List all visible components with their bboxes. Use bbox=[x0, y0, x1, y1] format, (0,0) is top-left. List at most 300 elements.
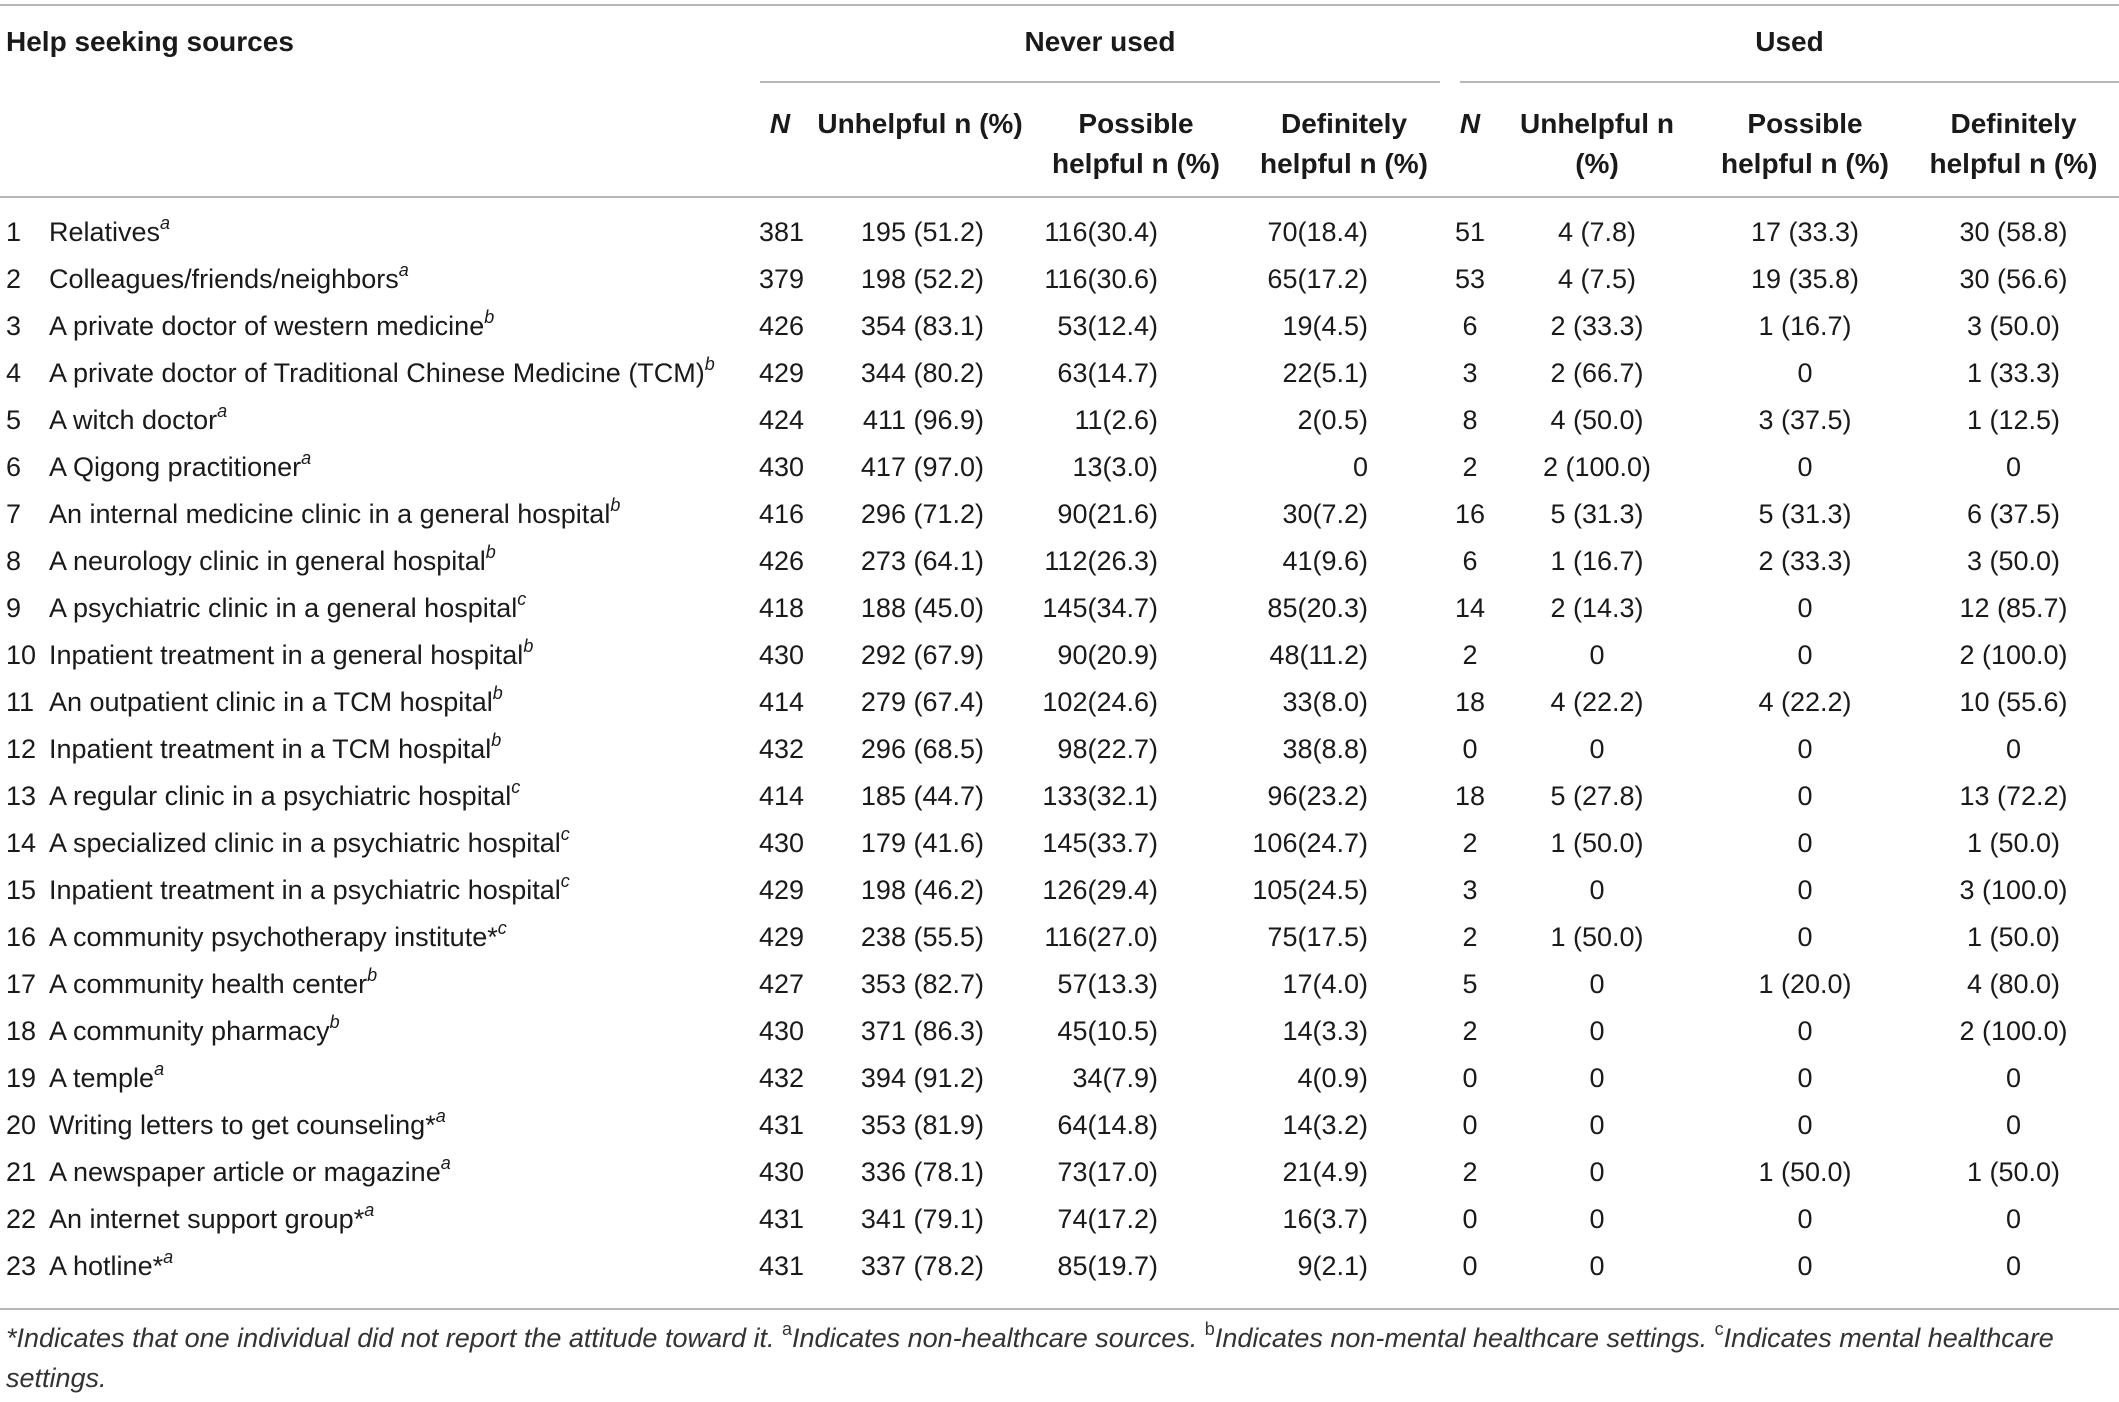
row-used-n: 2 bbox=[1462, 828, 1478, 858]
row-number: 1 bbox=[6, 217, 22, 247]
row-never-unhelpful: 371 (86.3) bbox=[860, 1016, 984, 1046]
row-never-unhelpful: 354 (83.1) bbox=[860, 311, 984, 341]
row-used-possible: 1 (50.0) bbox=[1758, 1157, 1852, 1187]
row-used-definitely: 10 (55.6) bbox=[1959, 687, 2068, 717]
row-used-possible: 17 (33.3) bbox=[1750, 217, 1860, 247]
row-never-unhelpful: 179 (41.6) bbox=[860, 828, 984, 858]
row-source bbox=[49, 1149, 749, 1196]
header-used-definitely-line1: Definitely bbox=[1950, 108, 2077, 139]
row-never-definitely: 65(17.2) bbox=[1267, 264, 1368, 294]
row-source-footnote-marker: c bbox=[517, 589, 527, 609]
footnote-b-text: Indicates non-mental healthcare settings. bbox=[1214, 1323, 1708, 1353]
row-never-definitely: 106(24.7) bbox=[1252, 828, 1368, 858]
row-used-unhelpful: 0 bbox=[1589, 640, 1605, 670]
row-used-n: 0 bbox=[1462, 734, 1478, 764]
row-used-definitely: 0 bbox=[2005, 734, 2022, 764]
row-never-definitely: 17(4.0) bbox=[1282, 969, 1368, 999]
row-used-definitely: 1 (50.0) bbox=[1966, 828, 2061, 858]
row-number: 2 bbox=[6, 264, 22, 294]
row-used-definitely: 13 (72.2) bbox=[1959, 781, 2068, 811]
header-used-definitely-line2: helpful n (%) bbox=[1929, 148, 2098, 179]
row-never-n: 429 bbox=[758, 922, 804, 952]
row-source-footnote-marker: c bbox=[560, 871, 570, 891]
row-never-possible: 63(14.7) bbox=[1057, 358, 1158, 388]
row-used-unhelpful: 0 bbox=[1589, 1251, 1605, 1281]
row-used-n: 51 bbox=[1454, 217, 1486, 247]
row-never-definitely: 96(23.2) bbox=[1267, 781, 1368, 811]
row-used-possible: 2 (33.3) bbox=[1758, 546, 1852, 576]
row-never-definitely: 0 bbox=[1352, 452, 1368, 482]
row-never-unhelpful: 273 (64.1) bbox=[860, 546, 984, 576]
row-source bbox=[49, 491, 749, 538]
row-source-footnote-marker: b bbox=[484, 307, 495, 327]
row-used-possible: 5 (31.3) bbox=[1758, 499, 1852, 529]
row-used-unhelpful: 4 (7.5) bbox=[1557, 264, 1637, 294]
row-used-possible: 0 bbox=[1797, 1063, 1813, 1093]
row-never-unhelpful: 353 (81.9) bbox=[860, 1110, 984, 1140]
row-never-n: 416 bbox=[758, 499, 804, 529]
row-source-text: A community pharmacy bbox=[49, 1016, 330, 1046]
row-source-text: A hotline* bbox=[49, 1251, 164, 1281]
row-never-n: 431 bbox=[758, 1204, 804, 1234]
row-never-possible: 98(22.7) bbox=[1057, 734, 1158, 764]
row-source bbox=[49, 538, 749, 585]
header-never-definitely-line2: helpful n (%) bbox=[1260, 148, 1428, 179]
row-number: 10 bbox=[6, 640, 37, 670]
row-used-possible: 0 bbox=[1797, 781, 1813, 811]
row-source bbox=[49, 679, 749, 726]
never-used-group-rule bbox=[760, 81, 1440, 83]
row-never-unhelpful: 279 (67.4) bbox=[860, 687, 984, 717]
row-source-footnote-marker: b bbox=[523, 636, 534, 656]
row-used-possible: 1 (20.0) bbox=[1758, 969, 1852, 999]
row-never-possible: 126(29.4) bbox=[1042, 875, 1158, 905]
header-used-n: N bbox=[1459, 108, 1481, 139]
row-source-text: A witch doctor bbox=[49, 405, 218, 435]
row-used-unhelpful: 0 bbox=[1589, 1204, 1605, 1234]
row-used-n: 0 bbox=[1462, 1251, 1478, 1281]
row-number: 5 bbox=[6, 405, 22, 435]
row-source-text: A regular clinic in a psychiatric hospital bbox=[49, 781, 512, 811]
row-number: 7 bbox=[6, 499, 22, 529]
row-used-unhelpful: 0 bbox=[1589, 1110, 1605, 1140]
header-used-possible-line2: helpful n (%) bbox=[1721, 148, 1889, 179]
row-used-n: 2 bbox=[1462, 1016, 1478, 1046]
row-used-possible: 0 bbox=[1797, 1251, 1813, 1281]
row-used-possible: 0 bbox=[1797, 734, 1813, 764]
row-used-unhelpful: 4 (7.8) bbox=[1557, 217, 1637, 247]
row-used-possible: 0 bbox=[1797, 1204, 1813, 1234]
row-source-footnote-marker: b bbox=[491, 730, 502, 750]
row-number: 12 bbox=[6, 734, 37, 764]
row-source-footnote-marker: b bbox=[492, 683, 503, 703]
footnote-a-text: Indicates non-healthcare sources. bbox=[792, 1323, 1198, 1353]
row-never-n: 379 bbox=[758, 264, 804, 294]
header-never-possible-line2: helpful n (%) bbox=[1052, 148, 1220, 179]
row-source bbox=[49, 961, 749, 1008]
row-used-n: 0 bbox=[1462, 1204, 1478, 1234]
row-number: 23 bbox=[6, 1251, 37, 1281]
row-never-possible: 74(17.2) bbox=[1057, 1204, 1158, 1234]
row-number: 22 bbox=[6, 1204, 37, 1234]
row-number: 16 bbox=[6, 922, 37, 952]
row-never-possible: 85(19.7) bbox=[1057, 1251, 1158, 1281]
header-used-unhelpful-line2: (%) bbox=[1575, 148, 1619, 179]
row-used-n: 6 bbox=[1462, 546, 1478, 576]
row-source-text: An outpatient clinic in a TCM hospital bbox=[49, 687, 493, 717]
row-never-definitely: 2(0.5) bbox=[1297, 405, 1368, 435]
row-used-n: 0 bbox=[1462, 1110, 1478, 1140]
row-used-unhelpful: 0 bbox=[1589, 1063, 1605, 1093]
row-number: 21 bbox=[6, 1157, 37, 1187]
header-used-unhelpful-line1: Unhelpful n bbox=[1520, 108, 1674, 139]
header-never-possible-line1: Possible bbox=[1078, 108, 1194, 139]
row-never-n: 418 bbox=[758, 593, 804, 623]
row-source-footnote-marker: b bbox=[367, 965, 378, 985]
row-never-unhelpful: 198 (46.2) bbox=[860, 875, 984, 905]
row-source-text: Inpatient treatment in a psychiatric hospital bbox=[49, 875, 561, 905]
row-never-definitely: 38(8.8) bbox=[1282, 734, 1368, 764]
row-used-possible: 4 (22.2) bbox=[1758, 687, 1852, 717]
row-used-unhelpful: 2 (33.3) bbox=[1550, 311, 1644, 341]
row-never-definitely: 14(3.3) bbox=[1282, 1016, 1368, 1046]
row-number: 8 bbox=[6, 546, 22, 576]
row-number: 15 bbox=[6, 875, 37, 905]
header-never-definitely-line1: Definitely bbox=[1280, 108, 1408, 139]
row-used-n: 0 bbox=[1462, 1063, 1478, 1093]
row-source bbox=[49, 209, 749, 256]
row-source bbox=[49, 773, 749, 820]
row-source bbox=[49, 867, 749, 914]
row-source-text: A community health center bbox=[49, 969, 368, 999]
row-used-unhelpful: 1 (50.0) bbox=[1550, 922, 1644, 952]
row-used-possible: 0 bbox=[1797, 452, 1813, 482]
used-group-rule bbox=[1460, 81, 2119, 83]
row-source-footnote-marker: b bbox=[610, 495, 621, 515]
row-used-unhelpful: 1 (50.0) bbox=[1550, 828, 1644, 858]
row-used-n: 18 bbox=[1454, 687, 1486, 717]
row-used-unhelpful: 0 bbox=[1589, 1016, 1605, 1046]
header-bottom-rule bbox=[0, 196, 2119, 198]
row-source bbox=[49, 1055, 749, 1102]
row-never-n: 424 bbox=[758, 405, 804, 435]
row-never-unhelpful: 336 (78.1) bbox=[860, 1157, 984, 1187]
row-used-definitely: 0 bbox=[2005, 452, 2022, 482]
row-never-unhelpful: 411 (96.9) bbox=[862, 405, 984, 435]
row-used-n: 2 bbox=[1462, 922, 1478, 952]
row-used-unhelpful: 4 (22.2) bbox=[1550, 687, 1644, 717]
row-source-footnote-marker: a bbox=[440, 1153, 451, 1173]
row-source-footnote-marker: b bbox=[704, 354, 715, 374]
row-used-unhelpful: 5 (31.3) bbox=[1550, 499, 1644, 529]
row-never-n: 426 bbox=[758, 311, 804, 341]
row-never-unhelpful: 292 (67.9) bbox=[860, 640, 984, 670]
row-never-possible: 90(21.6) bbox=[1057, 499, 1158, 529]
row-used-definitely: 0 bbox=[2005, 1063, 2022, 1093]
row-used-possible: 0 bbox=[1797, 1016, 1813, 1046]
row-source-footnote-marker: b bbox=[485, 542, 496, 562]
row-never-possible: 64(14.8) bbox=[1057, 1110, 1158, 1140]
row-used-n: 6 bbox=[1462, 311, 1478, 341]
row-used-n: 53 bbox=[1454, 264, 1486, 294]
row-never-n: 430 bbox=[758, 828, 804, 858]
row-source-text: Relatives bbox=[49, 217, 161, 247]
row-used-possible: 0 bbox=[1797, 1110, 1813, 1140]
row-never-possible: 11(2.6) bbox=[1074, 405, 1158, 435]
row-used-unhelpful: 5 (27.8) bbox=[1550, 781, 1644, 811]
row-never-definitely: 48(11.2) bbox=[1269, 640, 1368, 670]
table-footnote bbox=[6, 1318, 2111, 1398]
row-never-unhelpful: 185 (44.7) bbox=[860, 781, 984, 811]
row-never-possible: 133(32.1) bbox=[1042, 781, 1158, 811]
row-source-text: A specialized clinic in a psychiatric hospital bbox=[49, 828, 561, 858]
header-never-n: N bbox=[769, 108, 791, 139]
row-never-n: 431 bbox=[758, 1251, 804, 1281]
row-used-possible: 0 bbox=[1797, 922, 1813, 952]
row-never-possible: 116(30.4) bbox=[1044, 217, 1158, 247]
row-used-unhelpful: 0 bbox=[1589, 875, 1605, 905]
row-source-text: A private doctor of western medicine bbox=[49, 311, 485, 341]
header-group-used: Used bbox=[1755, 26, 1824, 57]
footnote-star: *Indicates that one individual did not report the attitude toward it. bbox=[6, 1323, 775, 1353]
row-used-unhelpful: 0 bbox=[1589, 734, 1605, 764]
row-number: 19 bbox=[6, 1063, 37, 1093]
row-used-definitely: 0 bbox=[2005, 1251, 2022, 1281]
row-never-possible: 102(24.6) bbox=[1042, 687, 1158, 717]
row-source bbox=[49, 1196, 749, 1243]
row-source-text: A newspaper article or magazine bbox=[49, 1157, 441, 1187]
row-source bbox=[49, 632, 749, 679]
row-never-n: 430 bbox=[758, 452, 804, 482]
row-source-text: A Qigong practitioner bbox=[49, 452, 302, 482]
row-source-footnote-marker: a bbox=[435, 1106, 446, 1126]
row-number: 9 bbox=[6, 593, 22, 623]
row-used-definitely: 0 bbox=[2005, 1204, 2022, 1234]
row-never-unhelpful: 188 (45.0) bbox=[860, 593, 984, 623]
row-never-unhelpful: 337 (78.2) bbox=[860, 1251, 984, 1281]
top-rule bbox=[0, 4, 2119, 6]
row-used-definitely: 1 (33.3) bbox=[1966, 358, 2061, 388]
row-never-n: 427 bbox=[758, 969, 804, 999]
row-used-n: 3 bbox=[1462, 875, 1478, 905]
row-number: 11 bbox=[6, 687, 35, 717]
row-number: 3 bbox=[6, 311, 22, 341]
row-source-footnote-marker: c bbox=[560, 824, 570, 844]
row-used-definitely: 30 (56.6) bbox=[1959, 264, 2068, 294]
row-used-definitely: 0 bbox=[2005, 1110, 2022, 1140]
footnote-c-marker: c bbox=[1714, 1319, 1724, 1339]
row-source-text: Colleagues/friends/neighbors bbox=[49, 264, 399, 294]
row-never-unhelpful: 296 (71.2) bbox=[860, 499, 984, 529]
row-used-possible: 0 bbox=[1797, 640, 1813, 670]
row-used-unhelpful: 4 (50.0) bbox=[1550, 405, 1644, 435]
row-never-n: 381 bbox=[758, 217, 804, 247]
row-used-n: 14 bbox=[1454, 593, 1486, 623]
row-never-possible: 90(20.9) bbox=[1057, 640, 1158, 670]
row-never-possible: 45(10.5) bbox=[1057, 1016, 1158, 1046]
row-never-unhelpful: 353 (82.7) bbox=[860, 969, 984, 999]
row-source-text: A temple bbox=[49, 1063, 155, 1093]
row-used-definitely: 3 (50.0) bbox=[1966, 311, 2061, 341]
row-used-n: 3 bbox=[1462, 358, 1478, 388]
row-never-n: 430 bbox=[758, 1157, 804, 1187]
row-used-n: 2 bbox=[1462, 452, 1478, 482]
row-never-definitely: 105(24.5) bbox=[1252, 875, 1368, 905]
row-used-unhelpful: 1 (16.7) bbox=[1550, 546, 1644, 576]
row-used-definitely: 1 (50.0) bbox=[1966, 922, 2061, 952]
row-never-n: 426 bbox=[758, 546, 804, 576]
row-used-definitely: 2 (100.0) bbox=[1959, 1016, 2068, 1046]
row-used-possible: 0 bbox=[1797, 358, 1813, 388]
header-source-label: Help seeking sources bbox=[6, 26, 294, 57]
row-never-n: 414 bbox=[758, 781, 804, 811]
row-never-definitely: 30(7.2) bbox=[1282, 499, 1368, 529]
row-source bbox=[49, 256, 749, 303]
row-never-unhelpful: 195 (51.2) bbox=[860, 217, 984, 247]
row-used-possible: 0 bbox=[1797, 875, 1813, 905]
row-used-possible: 1 (16.7) bbox=[1758, 311, 1852, 341]
row-source-footnote-marker: a bbox=[163, 1247, 174, 1267]
row-source bbox=[49, 1243, 749, 1290]
header-never-unhelpful: Unhelpful n (%) bbox=[817, 108, 1023, 139]
row-never-definitely: 75(17.5) bbox=[1267, 922, 1368, 952]
row-used-n: 5 bbox=[1462, 969, 1478, 999]
row-used-possible: 0 bbox=[1797, 828, 1813, 858]
row-never-n: 429 bbox=[758, 875, 804, 905]
row-used-definitely: 3 (100.0) bbox=[1959, 875, 2068, 905]
row-source bbox=[49, 726, 749, 773]
row-source bbox=[49, 1008, 749, 1055]
row-never-definitely: 22(5.1) bbox=[1282, 358, 1368, 388]
row-used-possible: 0 bbox=[1797, 593, 1813, 623]
row-source-text: Inpatient treatment in a general hospital bbox=[49, 640, 524, 670]
row-never-n: 429 bbox=[758, 358, 804, 388]
row-never-definitely: 85(20.3) bbox=[1267, 593, 1368, 623]
row-never-definitely: 41(9.6) bbox=[1282, 546, 1368, 576]
row-source bbox=[49, 914, 749, 961]
row-used-unhelpful: 0 bbox=[1589, 1157, 1605, 1187]
row-never-n: 430 bbox=[758, 1016, 804, 1046]
header-used-possible-line1: Possible bbox=[1747, 108, 1863, 139]
row-never-possible: 116(27.0) bbox=[1044, 922, 1158, 952]
row-source-text: An internet support group* bbox=[49, 1204, 365, 1234]
row-used-unhelpful: 2 (66.7) bbox=[1550, 358, 1644, 388]
row-source-footnote-marker: a bbox=[301, 448, 312, 468]
row-never-n: 430 bbox=[758, 640, 804, 670]
footnote-b-marker: b bbox=[1204, 1319, 1215, 1339]
row-never-unhelpful: 296 (68.5) bbox=[860, 734, 984, 764]
row-never-definitely: 19(4.5) bbox=[1282, 311, 1368, 341]
row-source-text: A community psychotherapy institute* bbox=[49, 922, 498, 952]
row-number: 14 bbox=[6, 828, 37, 858]
row-used-definitely: 1 (12.5) bbox=[1966, 405, 2061, 435]
row-source bbox=[49, 585, 749, 632]
row-source bbox=[49, 303, 749, 350]
row-used-possible: 19 (35.8) bbox=[1750, 264, 1860, 294]
row-never-unhelpful: 238 (55.5) bbox=[860, 922, 984, 952]
row-source-footnote-marker: a bbox=[154, 1059, 165, 1079]
row-never-unhelpful: 417 (97.0) bbox=[860, 452, 984, 482]
row-source-text: Inpatient treatment in a TCM hospital bbox=[49, 734, 492, 764]
row-used-n: 2 bbox=[1462, 1157, 1478, 1187]
row-number: 4 bbox=[6, 358, 22, 388]
row-source-footnote-marker: a bbox=[160, 213, 171, 233]
row-never-possible: 112(26.3) bbox=[1044, 546, 1158, 576]
row-number: 20 bbox=[6, 1110, 37, 1140]
row-used-definitely: 30 (58.8) bbox=[1959, 217, 2068, 247]
row-never-definitely: 14(3.2) bbox=[1282, 1110, 1368, 1140]
row-never-possible: 34(7.9) bbox=[1072, 1063, 1158, 1093]
row-source bbox=[49, 397, 749, 444]
row-source-text: A private doctor of Traditional Chinese Medicine (TCM) bbox=[49, 358, 705, 388]
table-bottom-rule bbox=[0, 1308, 2119, 1310]
row-never-possible: 13(3.0) bbox=[1072, 452, 1158, 482]
row-number: 6 bbox=[6, 452, 22, 482]
row-used-n: 8 bbox=[1462, 405, 1478, 435]
row-used-definitely: 4 (80.0) bbox=[1966, 969, 2061, 999]
row-never-definitely: 33(8.0) bbox=[1282, 687, 1368, 717]
row-number: 18 bbox=[6, 1016, 37, 1046]
row-used-unhelpful: 0 bbox=[1589, 969, 1605, 999]
row-never-unhelpful: 341 (79.1) bbox=[860, 1204, 984, 1234]
row-used-definitely: 3 (50.0) bbox=[1966, 546, 2061, 576]
footnote-c-text: Indicates mental healthcare settings. bbox=[6, 1323, 2054, 1393]
row-used-n: 2 bbox=[1462, 640, 1478, 670]
row-used-definitely: 1 (50.0) bbox=[1966, 1157, 2061, 1187]
row-source bbox=[49, 1102, 749, 1149]
row-used-n: 16 bbox=[1454, 499, 1486, 529]
row-never-unhelpful: 344 (80.2) bbox=[860, 358, 984, 388]
row-never-n: 432 bbox=[758, 734, 804, 764]
row-number: 13 bbox=[6, 781, 37, 811]
row-used-n: 18 bbox=[1454, 781, 1486, 811]
row-source bbox=[49, 350, 749, 397]
row-source-footnote-marker: a bbox=[364, 1200, 375, 1220]
row-used-definitely: 2 (100.0) bbox=[1959, 640, 2068, 670]
row-never-possible: 73(17.0) bbox=[1057, 1157, 1158, 1187]
row-used-definitely: 6 (37.5) bbox=[1966, 499, 2061, 529]
row-source-text: Writing letters to get counseling* bbox=[49, 1110, 436, 1140]
row-number: 17 bbox=[6, 969, 37, 999]
row-source-footnote-marker: c bbox=[497, 918, 507, 938]
row-never-possible: 145(34.7) bbox=[1042, 593, 1158, 623]
row-source-footnote-marker: c bbox=[511, 777, 521, 797]
row-used-unhelpful: 2 (14.3) bbox=[1550, 593, 1644, 623]
row-never-definitely: 4(0.9) bbox=[1297, 1063, 1368, 1093]
row-source-footnote-marker: b bbox=[329, 1012, 340, 1032]
row-never-n: 431 bbox=[758, 1110, 804, 1140]
row-never-unhelpful: 394 (91.2) bbox=[860, 1063, 984, 1093]
row-never-possible: 145(33.7) bbox=[1042, 828, 1158, 858]
row-used-definitely: 12 (85.7) bbox=[1959, 593, 2068, 623]
row-never-possible: 53(12.4) bbox=[1057, 311, 1158, 341]
row-never-unhelpful: 198 (52.2) bbox=[860, 264, 984, 294]
row-never-n: 414 bbox=[758, 687, 804, 717]
row-never-n: 432 bbox=[758, 1063, 804, 1093]
row-source bbox=[49, 820, 749, 867]
row-source-footnote-marker: a bbox=[398, 260, 409, 280]
row-never-definitely: 16(3.7) bbox=[1282, 1204, 1368, 1234]
row-used-possible: 3 (37.5) bbox=[1758, 405, 1852, 435]
header-group-never-used: Never used bbox=[1024, 26, 1176, 57]
row-never-definitely: 70(18.4) bbox=[1267, 217, 1368, 247]
row-source-text: An internal medicine clinic in a general hospital bbox=[49, 499, 611, 529]
row-used-unhelpful: 2 (100.0) bbox=[1542, 452, 1652, 482]
row-never-definitely: 9(2.1) bbox=[1297, 1251, 1368, 1281]
row-never-possible: 57(13.3) bbox=[1057, 969, 1158, 999]
row-source-footnote-marker: a bbox=[217, 401, 228, 421]
row-source-text: A psychiatric clinic in a general hospital bbox=[49, 593, 518, 623]
